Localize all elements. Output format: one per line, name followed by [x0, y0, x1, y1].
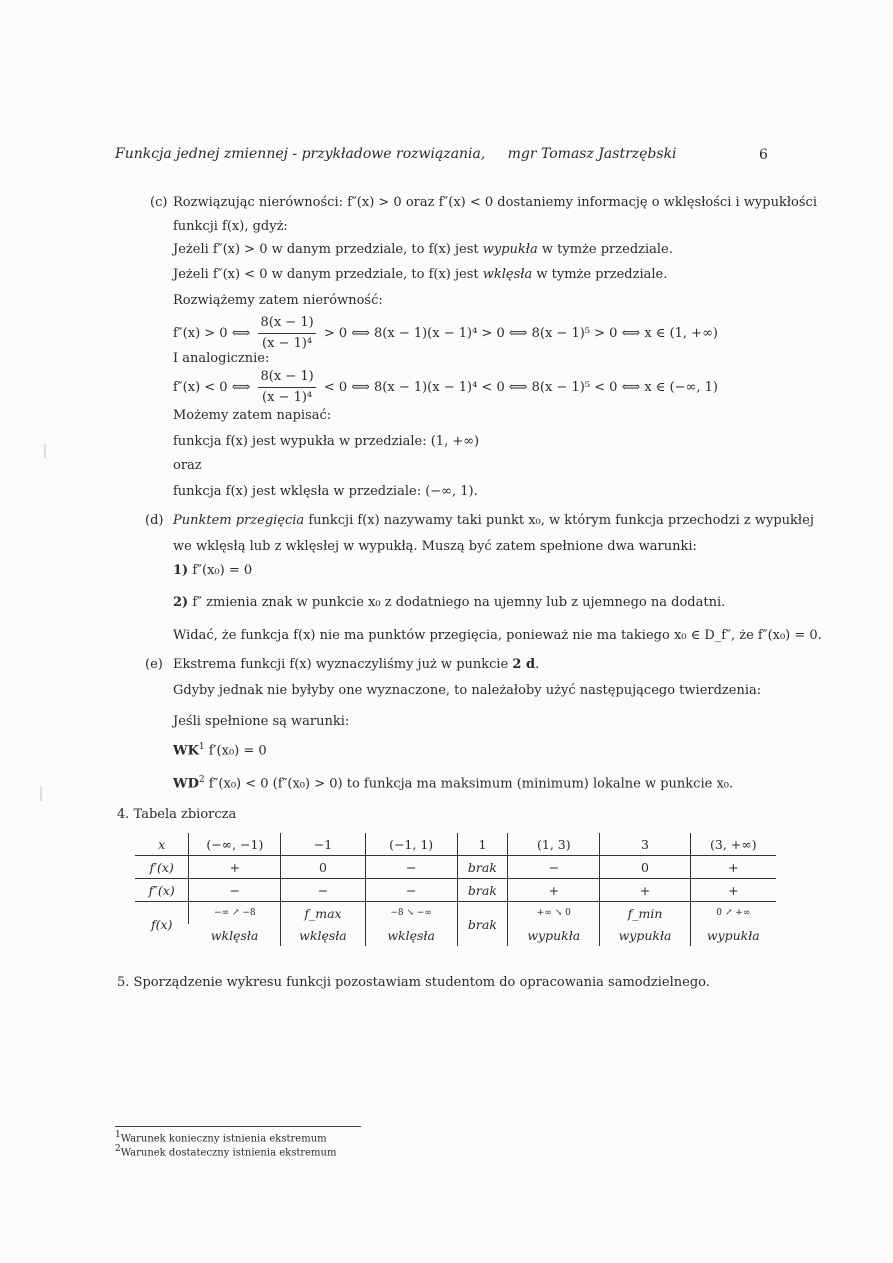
- table-cell: −: [508, 856, 600, 879]
- section-c-line4a: Jeżeli f″(x) < 0 w danym przedziale, to f(x) jest: [173, 267, 479, 282]
- section-c-line4: [173, 266, 667, 284]
- eq1-left: f″(x) > 0 ⟺: [173, 326, 251, 341]
- section-c-line3b: wypukła: [482, 242, 538, 257]
- eq2-numerator: 8(x − 1): [258, 368, 315, 388]
- section-c-line8: funkcja f(x) jest wypukła w przedziale: (1, +∞): [173, 434, 480, 449]
- table-row-f-bottom: [135, 924, 776, 946]
- scan-mark: [44, 444, 46, 458]
- table-cell: 0 ↗ +∞: [690, 902, 776, 925]
- wd-footnote-mark: 2: [198, 775, 205, 785]
- wd-text: f″(x₀) < 0 (f″(x₀) > 0) to funkcja ma maksimum (minimum) lokalne w punkcie x₀.: [208, 776, 734, 792]
- table-cell: f_max: [281, 902, 365, 925]
- table-cell: wklęsła: [210, 927, 259, 943]
- table-cell: f″(x): [135, 879, 189, 902]
- table-cell: f_min: [600, 902, 690, 925]
- table-row-f-top: [135, 902, 776, 925]
- table-cell: (1, 3): [508, 833, 600, 856]
- table-cell: −∞ ↗ −8: [189, 902, 281, 925]
- table-row-fsecond: [135, 879, 776, 902]
- section-e-line1a: Ekstrema funkcji f(x) wyznaczyliśmy już w punkcie: [173, 657, 509, 672]
- table-cell: brak: [457, 902, 508, 947]
- wk-footnote-mark: 1: [198, 742, 205, 752]
- table-cell: +∞ ↘ 0: [508, 902, 600, 925]
- section-c-line4b: wklęsła: [482, 267, 533, 282]
- table-cell: (3, +∞): [690, 833, 776, 856]
- section-e-line1: [173, 656, 539, 674]
- table-cell: wypukła: [690, 924, 776, 946]
- table-cell: −1: [281, 833, 365, 856]
- table-cell: +: [508, 879, 600, 902]
- table-cell: 3: [600, 833, 690, 856]
- wd-label: WD: [173, 776, 199, 792]
- section-e-label: (e): [145, 657, 163, 672]
- table-cell: 0: [600, 856, 690, 879]
- table-cell: 0: [281, 856, 365, 879]
- section-d-line3: Widać, że funkcja f(x) nie ma punktów przegięcia, ponieważ nie ma takiego x₀ ∈ D_f″, że f″(x₀) = 0.: [173, 628, 822, 643]
- section-e-ref: 2 d: [512, 657, 536, 672]
- item-4-text: Tabela zbiorcza: [133, 807, 237, 822]
- condition-2-number: 2): [173, 595, 189, 610]
- table-cell: −: [365, 879, 457, 902]
- table-cell: +: [690, 879, 776, 902]
- section-c-line6: I analogicznie:: [173, 351, 270, 366]
- footnote-2-text: Warunek dostateczny istnienia ekstremum: [120, 1147, 337, 1159]
- section-d-label: (d): [145, 513, 164, 528]
- section-c-line3c: w tymże przedziale.: [541, 242, 673, 257]
- footnote-2: [115, 1144, 336, 1158]
- section-e-line3: Jeśli spełnione są warunki:: [173, 714, 350, 729]
- header-title: Funkcja jednej zmiennej - przykładowe rozwiązania,: [115, 146, 486, 162]
- item-5: [117, 974, 710, 992]
- table-cell: −8 ↘ −∞: [365, 902, 457, 925]
- section-e-line1c: .: [535, 657, 540, 672]
- footnote-rule: [115, 1126, 361, 1127]
- footnote-1: [115, 1130, 327, 1144]
- eq1-denominator: (x − 1)⁴: [262, 336, 313, 351]
- table-cell: +: [189, 856, 281, 879]
- header-author: mgr Tomasz Jastrzębski: [507, 146, 677, 162]
- eq2-right: < 0 ⟺ 8(x − 1)(x − 1)⁴ < 0 ⟺ 8(x − 1)⁵ < 0 ⟺ x ∈ (−∞, 1): [323, 380, 718, 395]
- condition-1: [173, 562, 252, 580]
- wk-label: WK: [173, 743, 199, 759]
- section-c-line3: [173, 241, 673, 259]
- summary-table: [135, 833, 776, 946]
- section-d-line1: [173, 512, 814, 530]
- eq2-denominator: (x − 1)⁴: [262, 390, 313, 405]
- section-c-line10: funkcja f(x) jest wklęsła w przedziale: (−∞, 1).: [173, 484, 478, 499]
- item-4: [117, 806, 236, 824]
- table-cell: f′(x): [135, 856, 189, 879]
- eq1-numerator: 8(x − 1): [258, 314, 315, 334]
- footnote-1-mark: 1: [115, 1130, 121, 1140]
- footnote-2-mark: 2: [115, 1144, 121, 1154]
- condition-2: [173, 594, 725, 612]
- page-number: 6: [759, 147, 768, 163]
- equation-1: [173, 314, 718, 353]
- section-c-line9: oraz: [173, 458, 202, 473]
- running-header: [115, 146, 677, 162]
- table-cell: brak: [457, 856, 508, 879]
- section-c-line4c: w tymże przedziale.: [536, 267, 668, 282]
- table-cell: (−1, 1): [365, 833, 457, 856]
- condition-wk: [173, 738, 267, 760]
- table-cell: wypukła: [508, 924, 600, 946]
- item-5-label: 5.: [117, 975, 130, 990]
- table-cell: brak: [457, 879, 508, 902]
- table-row-x: [135, 833, 776, 856]
- section-d-line1b: funkcji f(x) nazywamy taki punkt x₀, w którym funkcja przechodzi z wypukłej: [308, 513, 814, 528]
- section-c-line2: funkcji f(x), gdyż:: [173, 219, 288, 234]
- table-cell: wklęsła: [365, 924, 457, 946]
- eq2-fraction: [258, 368, 315, 407]
- section-d-line2: we wklęsłą lub z wklęsłej w wypukłą. Muszą być zatem spełnione dwa warunki:: [173, 539, 697, 554]
- condition-1-text: f″(x₀) = 0: [192, 563, 253, 578]
- scan-mark: [40, 787, 42, 801]
- table-cell: −: [281, 879, 365, 902]
- item-5-text: Sporządzenie wykresu funkcji pozostawiam studentom do opracowania samodzielnego.: [133, 975, 710, 990]
- equation-2: [173, 368, 718, 407]
- table-cell: (−∞, −1): [189, 833, 281, 856]
- condition-1-number: 1): [173, 563, 189, 578]
- table-cell: 1: [457, 833, 508, 856]
- eq1-right: > 0 ⟺ 8(x − 1)(x − 1)⁴ > 0 ⟺ 8(x − 1)⁵ > 0 ⟺ x ∈ (1, +∞): [323, 326, 718, 341]
- table-cell: f(x): [150, 916, 173, 932]
- table-cell: −: [189, 879, 281, 902]
- table-cell: x: [135, 833, 189, 856]
- table-cell: −: [365, 856, 457, 879]
- table-row-fprime: [135, 856, 776, 879]
- table-cell: wypukła: [600, 924, 690, 946]
- section-c-line3a: Jeżeli f″(x) > 0 w danym przedziale, to f(x) jest: [173, 242, 479, 257]
- footnote-1-text: Warunek konieczny istnienia ekstremum: [120, 1133, 327, 1145]
- term-punkt-przegiecia: Punktem przegięcia: [173, 513, 305, 528]
- section-c-line7: Możemy zatem napisać:: [173, 408, 332, 423]
- table-cell: wklęsła: [281, 924, 365, 946]
- section-c-line5: Rozwiążemy zatem nierówność:: [173, 293, 383, 308]
- condition-2-text: f″ zmienia znak w punkcie x₀ z dodatniego na ujemny lub z ujemnego na dodatni.: [192, 595, 726, 610]
- table-cell: +: [690, 856, 776, 879]
- table-cell: +: [600, 879, 690, 902]
- section-c-label: (c): [150, 195, 168, 210]
- section-c-line1: Rozwiązując nierówności: f″(x) > 0 oraz f″(x) < 0 dostaniemy informację o wklęsłości i wypukłości: [173, 195, 817, 210]
- eq2-left: f″(x) < 0 ⟺: [173, 380, 251, 395]
- condition-wd: [173, 771, 733, 793]
- eq1-fraction: [258, 314, 315, 353]
- item-4-label: 4.: [117, 807, 130, 822]
- wk-text: f′(x₀) = 0: [208, 743, 267, 759]
- section-e-line2: Gdyby jednak nie byłyby one wyznaczone, to należałoby użyć następującego twierdzenia:: [173, 683, 762, 698]
